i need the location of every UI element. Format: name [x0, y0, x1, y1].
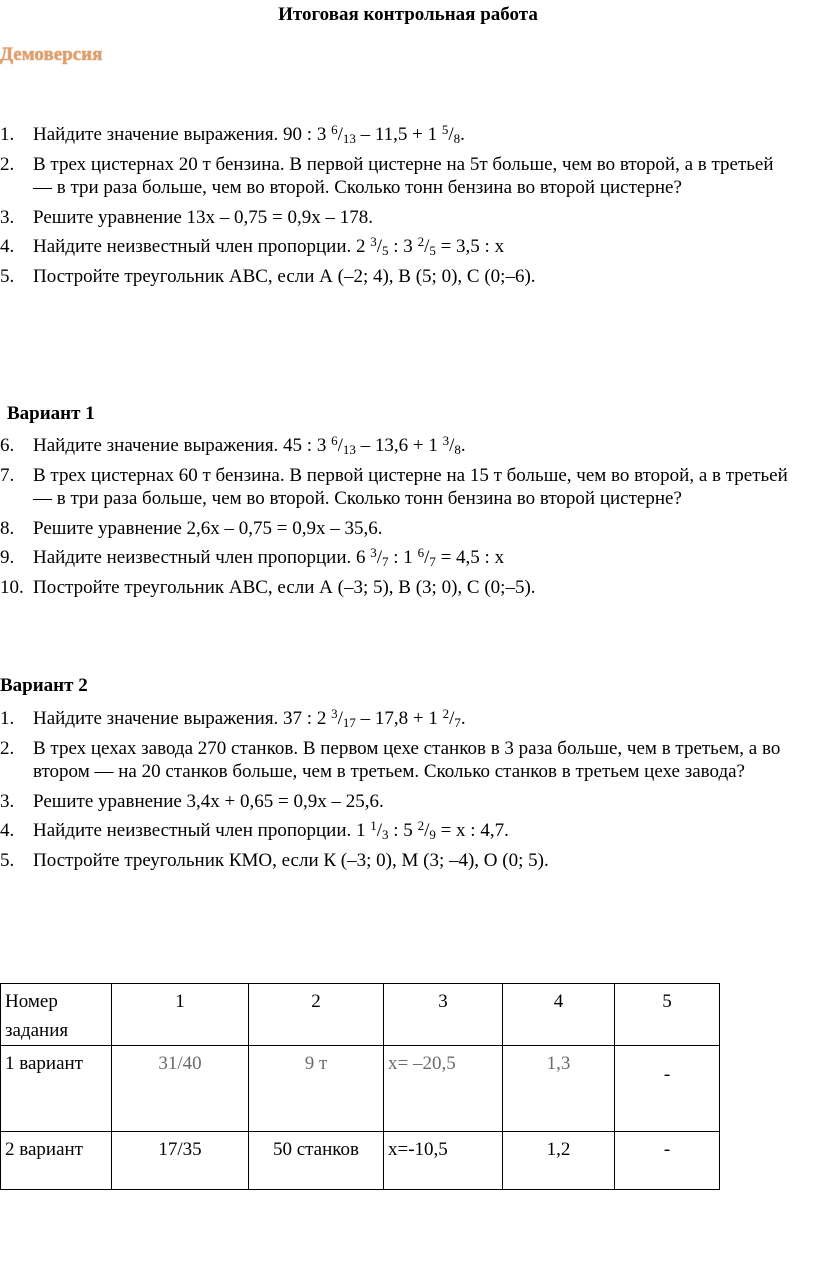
task-number: 4.	[0, 236, 15, 257]
task-number: 8.	[0, 517, 15, 539]
task-number: 7.	[0, 464, 15, 486]
table-header-cell: 3	[384, 984, 503, 1046]
task-text: = х : 4,7.	[435, 820, 509, 841]
task-number: 2.	[0, 153, 15, 175]
fraction-denominator: 5	[429, 243, 436, 258]
list-item	[0, 517, 790, 541]
table-cell: х=-10,5	[384, 1132, 503, 1190]
page-title: Итоговая контрольная работа	[278, 4, 538, 25]
task-text: В трех цехах завода 270 станков. В первом цехе станков в 3 раза больше, чем в третьем, а во втором — на 20 станков больше, чем в третьем. Сколько станков в третьем цехе завода?	[33, 737, 781, 782]
fraction-denominator: 7	[382, 554, 389, 569]
list-item	[0, 464, 790, 511]
fraction-numerator: 3	[442, 433, 450, 448]
fraction-numerator: 6	[331, 433, 338, 448]
task-text: = 3,5 : х	[435, 236, 505, 257]
task-text: Решите уравнение 2,6х – 0,75 = 0,9х – 35,6.	[33, 517, 383, 539]
task-text: .	[460, 435, 466, 456]
task-text: Постройте треугольник КМО, если К (–3; 0), М (3; –4), О (0; 5).	[33, 849, 549, 871]
list-item	[0, 265, 790, 289]
task-text: : 5	[388, 820, 418, 841]
task-text: – 17,8 + 1	[355, 708, 443, 729]
table-cell: 9 т	[249, 1046, 384, 1132]
task-text: Решите уравнение 3,4х + 0,65 = 0,9х – 25,6.	[33, 790, 384, 812]
table-header-cell: 2	[249, 984, 384, 1046]
fraction-denominator: 3	[382, 827, 389, 842]
list-item	[0, 849, 790, 873]
table-header-cell: 1	[112, 984, 249, 1046]
demo-task-list	[0, 123, 790, 294]
fraction-numerator: 1	[370, 818, 377, 833]
variant1-task-list	[0, 434, 790, 605]
fraction-numerator: 3	[370, 234, 377, 249]
task-text: Найдите значение выражения. 37 : 2	[33, 708, 332, 729]
fraction-numerator: 5	[441, 122, 449, 137]
task-number: 9.	[0, 547, 15, 568]
task-text: : 3	[388, 236, 418, 257]
demo-label: Демоверсия	[0, 44, 103, 65]
table-header-cell: 4	[503, 984, 615, 1046]
list-item: 4. Найдите неизвестный член пропорции. 1 $^1/_3$ : 5 $^2/_9 = х$ : 4,7.	[0, 818, 509, 842]
list-item: 1. Найдите значение выражения. 37 : 2 $^3/_{17} - 17,8 + 1$ $^2/_7$.	[0, 706, 466, 730]
task-text: .	[460, 124, 465, 145]
fraction-numerator: 2	[442, 706, 450, 721]
task-number: 2.	[0, 737, 15, 759]
fraction-numerator: 6	[417, 545, 425, 560]
task-text: Решите уравнение 13х – 0,75 = 0,9х – 178.	[33, 206, 374, 228]
fraction-denominator: 8	[453, 131, 461, 146]
table-row	[1, 1132, 720, 1190]
fraction-denominator: 7	[454, 715, 461, 730]
list-item: 9. Найдите неизвестный член пропорции. 6 $^3/_7$ : 1 $^6/_7 = 4,5$ : х	[0, 545, 505, 569]
task-text: = 4,5 : х	[435, 547, 505, 568]
table-cell: -	[615, 1046, 720, 1132]
task-number: 10.	[0, 576, 24, 598]
table-cell: 50 станков	[249, 1132, 384, 1190]
fraction-denominator: 5	[382, 243, 389, 258]
list-item	[0, 737, 790, 784]
table-header-row	[1, 984, 720, 1046]
fraction-denominator: 13	[342, 442, 356, 457]
task-text: .	[460, 708, 466, 729]
table-cell: -	[615, 1132, 720, 1190]
table-row	[1, 1046, 720, 1132]
task-text: Постройте треугольник АВС, если А (–2; 4), В (5; 0), С (0;–6).	[33, 265, 536, 287]
fraction-numerator: 3	[370, 545, 377, 560]
variant2-heading: Вариант 2	[0, 675, 88, 696]
table-cell: 31/40	[112, 1046, 249, 1132]
list-item	[0, 206, 790, 230]
fraction-denominator: 7	[429, 554, 436, 569]
answers-table	[0, 983, 720, 1190]
list-item	[0, 576, 790, 600]
task-text: : 1	[388, 547, 418, 568]
task-number: 1.	[0, 124, 15, 145]
task-number: 1.	[0, 708, 15, 729]
table-cell: 1,2	[503, 1132, 615, 1190]
task-text: – 11,5 + 1	[355, 124, 442, 145]
list-item: 4. Найдите неизвестный член пропорции. 2 $^3/_5$ : 3 $^2/_5 = 3,5$ : х	[0, 234, 505, 258]
task-text: В трех цистернах 20 т бензина. В первой цистерне на 5т больше, чем во второй, а в третьей — в три раза больше, чем во второй. Сколько тонн бензина во второй цистерне?	[33, 153, 774, 198]
task-number: 3.	[0, 790, 15, 812]
variant2-task-list	[0, 707, 790, 878]
fraction-numerator: 2	[417, 234, 425, 249]
fraction-denominator: 9	[429, 827, 436, 842]
task-number: 5.	[0, 849, 15, 871]
fraction-numerator: 2	[417, 818, 425, 833]
table-cell: 1,3	[503, 1046, 615, 1132]
fraction-denominator: 13	[342, 131, 356, 146]
task-text: Найдите значение выражения. 90 : 3	[33, 124, 332, 145]
list-item	[0, 153, 790, 200]
fraction-numerator: 3	[331, 706, 338, 721]
task-text: Постройте треугольник АВС, если А (–3; 5), В (3; 0), С (0;–5).	[33, 576, 536, 598]
variant1-heading: Вариант 1	[7, 403, 95, 424]
fraction-numerator: 6	[331, 122, 338, 137]
table-header-cell: Номер задания	[1, 984, 112, 1046]
list-item: 6. Найдите значение выражения. 45 : 3 $^6/_{13} - 13,6 + 1$ $^3/_8$.	[0, 433, 466, 457]
task-number: 5.	[0, 265, 15, 287]
task-text: Найдите неизвестный член пропорции. 2	[33, 236, 371, 257]
task-text: Найдите неизвестный член пропорции. 1	[33, 820, 371, 841]
task-number: 6.	[0, 435, 15, 456]
task-number: 3.	[0, 206, 15, 228]
table-cell: х= –20,5	[384, 1046, 503, 1132]
table-cell: 17/35	[112, 1132, 249, 1190]
fraction-denominator: 8	[454, 442, 461, 457]
table-cell: 1 вариант	[1, 1046, 112, 1132]
table-header-cell: 5	[615, 984, 720, 1046]
task-number: 4.	[0, 820, 15, 841]
list-item: 1. Найдите значение выражения. 90 : 3 $^6/_{13} - 11,5 + 1$ $^5/_8$.	[0, 122, 465, 146]
table-cell: 2 вариант	[1, 1132, 112, 1190]
task-text: В трех цистернах 60 т бензина. В первой цистерне на 15 т больше, чем во второй, а в третьей — в три раза больше, чем во второй. Сколько тонн бензина во второй цистерне?	[33, 464, 788, 509]
fraction-denominator: 17	[342, 715, 356, 730]
task-text: Найдите значение выражения. 45 : 3	[33, 435, 332, 456]
task-text: Найдите неизвестный член пропорции. 6	[33, 547, 371, 568]
task-text: – 13,6 + 1	[355, 435, 443, 456]
list-item	[0, 790, 790, 814]
